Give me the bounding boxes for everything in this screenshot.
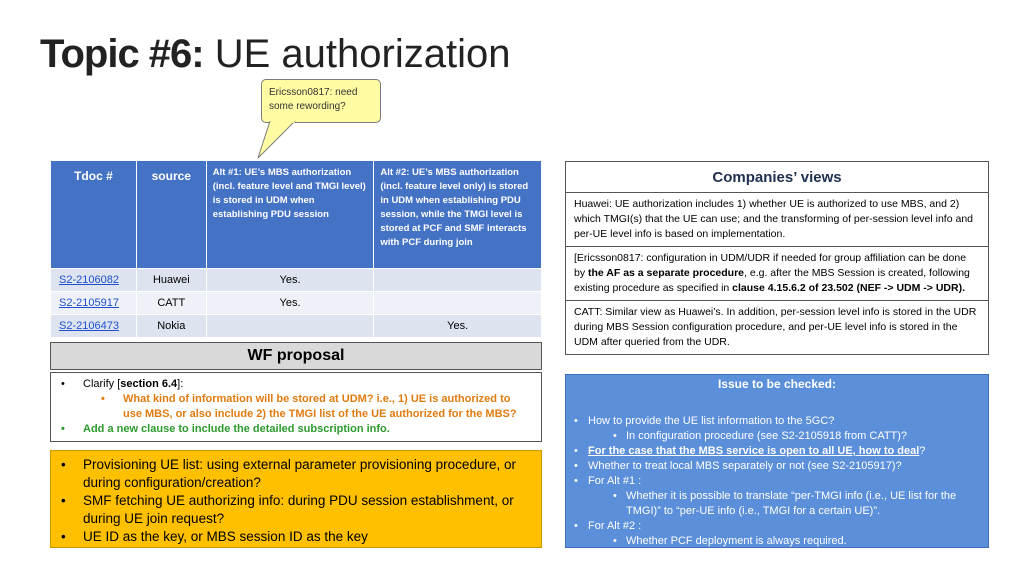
tdoc-header-row	[51, 161, 542, 269]
callout-text: Ericsson0817: need some rewording?	[269, 87, 358, 112]
header-source: source	[136, 161, 206, 269]
wf-question: What kind of information will be stored at UDM? i.e., 1) UE is authorized to use MBS, or also include 2) the TMGI list of the UE authorized for the MBS?	[123, 393, 517, 420]
list-item	[51, 528, 541, 546]
list-item	[566, 489, 988, 519]
list-item	[51, 492, 541, 528]
source-cell: Nokia	[136, 315, 206, 338]
bullet-icon: •	[574, 415, 578, 427]
source-cell: CATT	[136, 292, 206, 315]
bullet-icon: •	[613, 490, 617, 502]
provisioning-box	[50, 450, 542, 548]
wf-proposal-body	[50, 372, 542, 442]
list-item	[566, 444, 988, 459]
list-item	[51, 392, 541, 422]
ericsson-bold-2: clause 4.15.6.2 of 23.502 (NEF -> UDM -> UDR).	[732, 282, 966, 294]
bullet-icon: •	[613, 430, 617, 442]
bullet-icon: •	[613, 535, 617, 547]
list-item	[566, 429, 988, 444]
list-item	[566, 459, 988, 474]
clarify-section: section 6.4	[120, 378, 178, 390]
prov-item-3: UE ID as the key, or MBS session ID as the key	[83, 529, 368, 544]
bullet-icon: •	[61, 457, 66, 472]
bullet-icon: •	[574, 460, 578, 472]
list-item	[51, 422, 541, 437]
bullet-icon: •	[61, 529, 66, 544]
issue-q1: How to provide the UE list information to the 5GC?	[588, 415, 835, 427]
wf-add-clause: Add a new clause to include the detailed subscription info.	[83, 423, 390, 435]
comment-callout	[261, 79, 381, 123]
views-header: Companies’ views	[566, 162, 988, 193]
alt1-cell	[206, 315, 374, 338]
tdoc-link[interactable]: S2-2106082	[51, 269, 137, 292]
list-item	[51, 456, 541, 492]
bullet-icon: •	[574, 520, 578, 532]
list-item	[566, 519, 988, 534]
view-catt: CATT: Similar view as Huawei’s. In addition, per-session level info is stored in the UDR during MBS Session configuration procedure, and per-UE level info is stored in the UDM after queried from the UDR.	[574, 306, 977, 348]
header-alt1: Alt #1: UE’s MBS authorization (incl. feature level and TMGI level) is stored in UDM when establishing PDU session	[206, 161, 374, 269]
alt2-cell	[374, 269, 542, 292]
bullet-icon: •	[574, 475, 578, 487]
bullet-icon: •	[101, 393, 105, 405]
list-item	[566, 474, 988, 489]
bullet-icon: •	[574, 445, 578, 457]
tdoc-table	[50, 160, 542, 338]
bullet-icon: •	[61, 423, 65, 435]
wf-proposal-header: WF proposal	[50, 342, 542, 370]
companies-views-box	[565, 161, 989, 355]
issue-q3: Whether to treat local MBS separately or not (see S2-2105917)?	[588, 460, 902, 472]
clarify-end: ]:	[177, 378, 184, 390]
list-item	[566, 414, 988, 429]
alt1-cell: Yes.	[206, 292, 374, 315]
ericsson-text-1: [Ericsson0817: configuration in UDM/UDR if needed for group affiliation can be done by	[574, 252, 967, 279]
title-rest: UE authorization	[203, 32, 511, 76]
ericsson-bold-1: the AF as a separate procedure	[588, 267, 745, 279]
table-row	[51, 315, 542, 338]
prov-item-2: SMF fetching UE authorizing info: during PDU session establishment, or during UE join request?	[83, 493, 514, 526]
issue-q5a: Whether PCF deployment is always required.	[626, 535, 847, 547]
view-huawei: Huawei: UE authorization includes 1) whether UE is authorized to use MBS, and 2) which TMGI(s) that the UE can use; and the transforming of per-session level info and per-UE level info is based on implementation.	[566, 193, 988, 247]
alt2-cell: Yes.	[374, 315, 542, 338]
issue-q1a: In configuration procedure (see S2-2105918 from CATT)?	[626, 430, 908, 442]
title-bold: Topic #6:	[40, 32, 204, 76]
page-title	[40, 30, 510, 78]
alt2-cell	[374, 292, 542, 315]
issue-q4: For Alt #1 :	[588, 475, 642, 487]
alt1-cell: Yes.	[206, 269, 374, 292]
list-item	[566, 534, 988, 549]
header-alt2: Alt #2: UE’s MBS authorization (incl. feature level only) is stored in UDM when establishing PDU session, while the TMGI level is stored at PCF and SMF interacts with PCF during join	[374, 161, 542, 269]
issue-q4a: Whether it is possible to translate “per-TMGI info (i.e., UE list for the TMGI)” to “per-UE info (i.e., TMGI for a certain UE)”.	[626, 490, 957, 517]
clarify-text: Clarify [	[83, 378, 121, 390]
view-ericsson	[566, 247, 988, 301]
source-cell: Huawei	[136, 269, 206, 292]
table-row	[51, 269, 542, 292]
issue-q2-end: ?	[919, 445, 926, 457]
bullet-icon: •	[61, 493, 66, 508]
issue-header: Issue to be checked:	[717, 377, 837, 391]
issue-q2: For the case that the MBS service is open to all UE, how to deal	[588, 445, 920, 457]
issue-q5: For Alt #2 :	[588, 520, 642, 532]
bullet-icon: •	[61, 378, 65, 390]
tdoc-link[interactable]: S2-2106473	[51, 315, 137, 338]
ericsson-text-2: , e.g. after the MBS Session is created, following existing procedure as specified in	[574, 267, 970, 294]
table-row	[51, 292, 542, 315]
header-tdoc: Tdoc #	[51, 161, 137, 269]
issue-box	[565, 374, 989, 548]
list-item	[51, 377, 541, 392]
callout-tail-icon	[255, 121, 315, 161]
tdoc-link[interactable]: S2-2105917	[51, 292, 137, 315]
prov-item-1: Provisioning UE list: using external parameter provisioning procedure, or during configuration/creation?	[83, 457, 516, 490]
